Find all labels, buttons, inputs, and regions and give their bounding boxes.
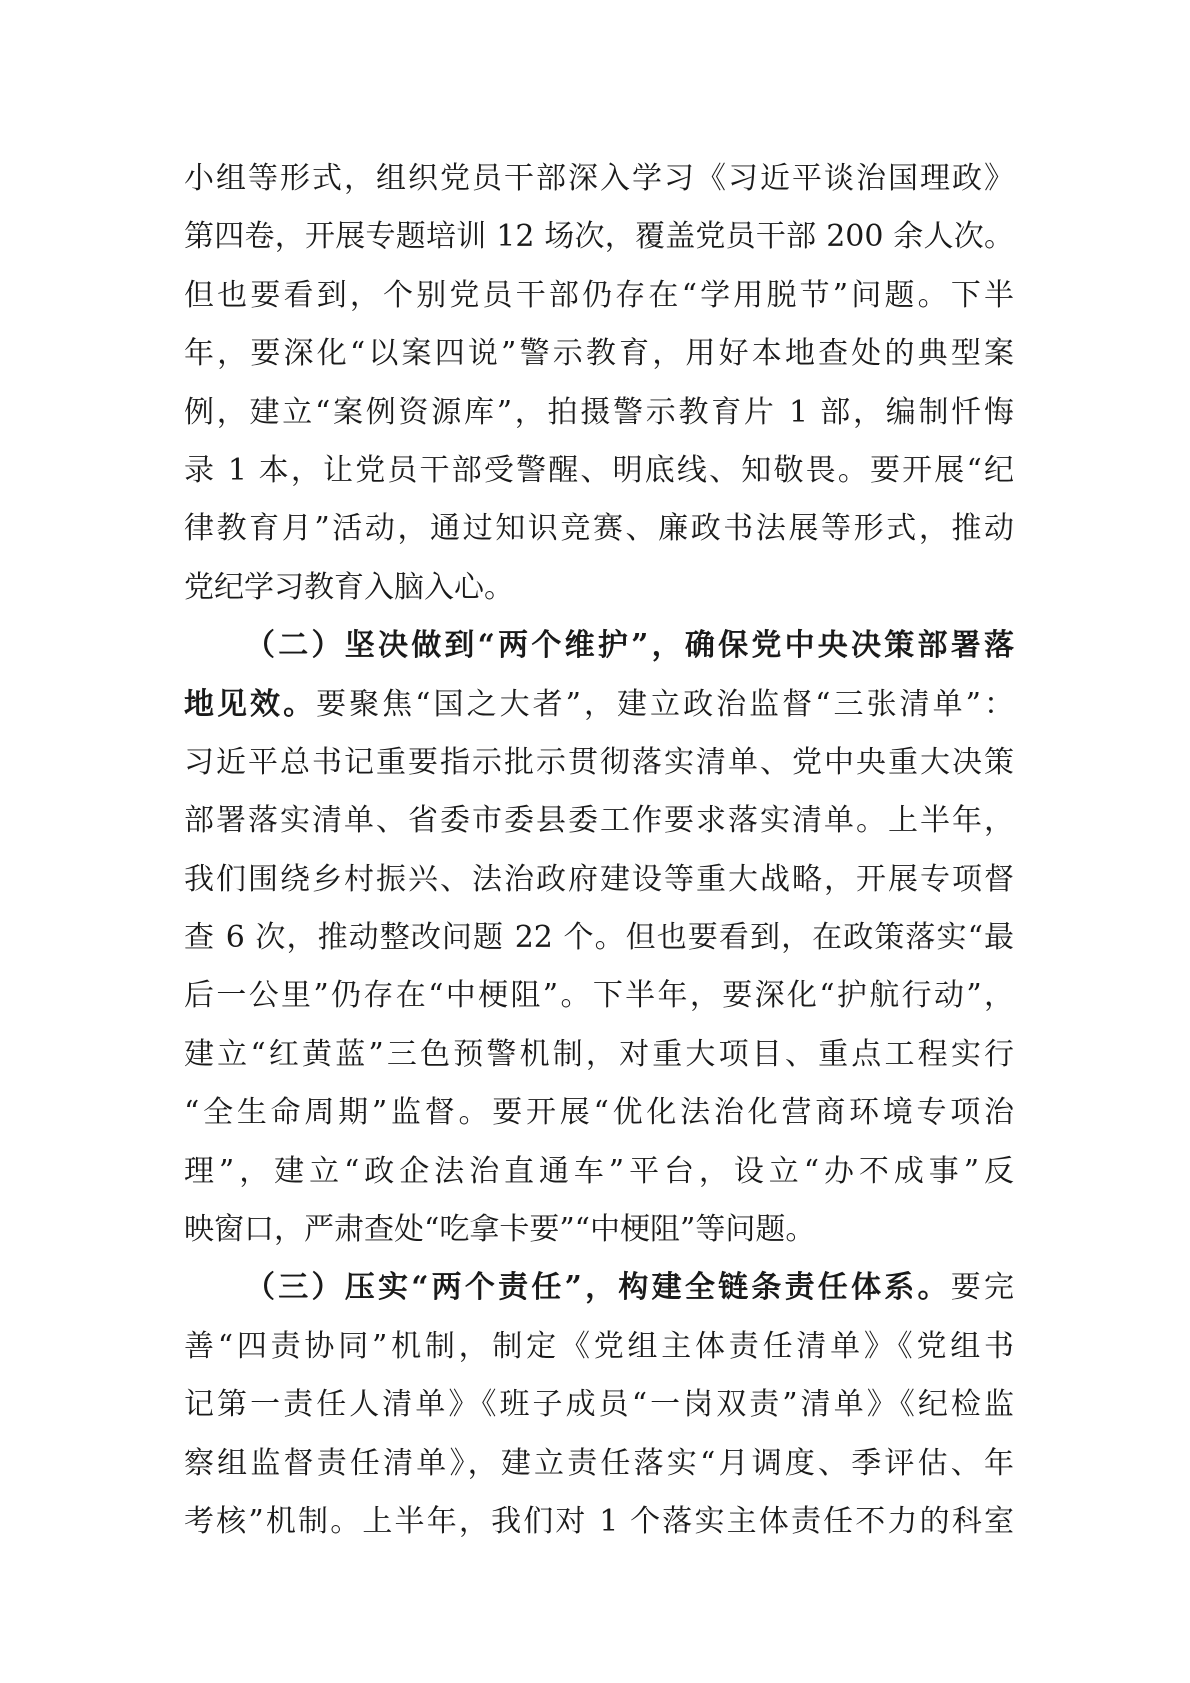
text-line: 但也要看到，个别党员干部仍存在“学用脱节”问题。下半 [184, 277, 1014, 313]
text-line: 察组监督责任清单》，建立责任落实“月调度、季评估、年 [184, 1445, 1014, 1481]
text-line: 年，要深化“以案四说”警示教育，用好本地查处的典型案 [184, 336, 1014, 372]
text-line: 考核”机制。上半年，我们对 1 个落实主体责任不力的科室 [184, 1503, 1014, 1539]
text-line: 第四卷，开展专题培训 12 场次，覆盖党员干部 200 余人次。 [184, 219, 1014, 255]
text-segment: 要完 [950, 1270, 1014, 1306]
text-line [184, 676, 1014, 734]
text-line: 善“四责协同”机制，制定《党组主体责任清单》《党组书 [184, 1328, 1014, 1364]
text-line [184, 1259, 1014, 1317]
text-line: 习近平总书记重要指示批示贯彻落实清单、党中央重大决策 [184, 744, 1014, 780]
text-line: 我们围绕乡村振兴、法治政府建设等重大战略，开展专项督 [184, 861, 1014, 897]
text-line: 后一公里”仍存在“中梗阻”。下半年，要深化“护航行动”， [184, 978, 1014, 1014]
text-line: 律教育月”活动，通过知识竞赛、廉政书法展等形式，推动 [184, 511, 1014, 547]
text-line: 记第一责任人清单》《班子成员“一岗双责”清单》《纪检监 [184, 1387, 1014, 1423]
text-line: 党纪学习教育入脑入心。 [184, 569, 514, 605]
text-line: “全生命周期”监督。要开展“优化法治化营商环境专项治 [184, 1095, 1014, 1131]
text-line: 例，建立“案例资源库”，拍摄警示教育片 1 部，编制忏悔 [184, 394, 1014, 430]
text-line: 建立“红黄蓝”三色预警机制，对重大项目、重点工程实行 [184, 1036, 1014, 1072]
text-segment: 要聚焦“国之大者”，建立政治监督“三张清单”： [316, 686, 1014, 722]
paragraph-2 [184, 617, 1014, 1259]
text-line: 查 6 次，推动整改问题 22 个。但也要看到，在政策落实“最 [184, 920, 1014, 956]
section-heading: （二）坚决做到“两个维护”，确保党中央决策部署落 [245, 628, 1014, 664]
text-line: 小组等形式，组织党员干部深入学习《习近平谈治国理政》 [184, 161, 1014, 196]
document-body [184, 150, 1014, 1551]
text-line: 理”，建立“政企法治直通车”平台，设立“办不成事”反 [184, 1153, 1014, 1189]
text-line: 部署落实清单、省委市委县委工作要求落实清单。上半年， [184, 803, 1014, 839]
text-line: 映窗口，严肃查处“吃拿卡要”“中梗阻”等问题。 [184, 1212, 816, 1248]
text-line: 录 1 本，让党员干部受警醒、明底线、知敬畏。要开展“纪 [184, 452, 1014, 488]
section-heading: （三）压实“两个责任”，构建全链条责任体系。 [245, 1270, 951, 1306]
section-heading-continued: 地见效。 [184, 686, 317, 722]
paragraph-1 [184, 150, 1014, 617]
paragraph-3 [184, 1259, 1014, 1551]
